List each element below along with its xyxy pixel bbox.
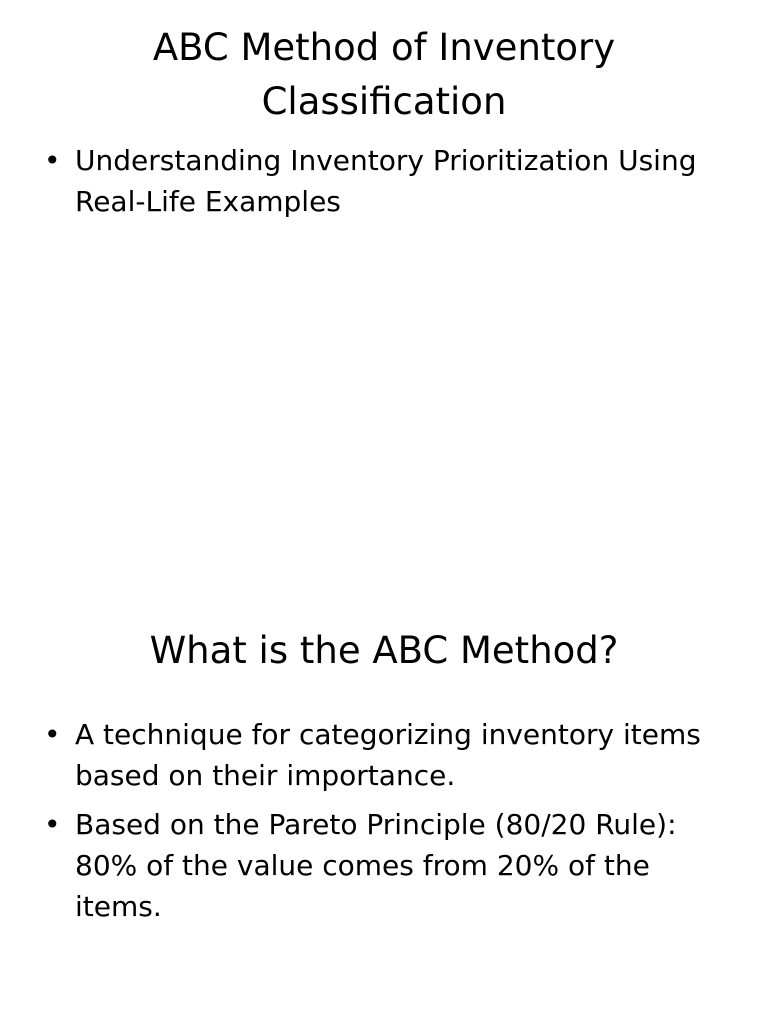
bullet-item <box>40 140 728 222</box>
bullet-list <box>40 714 728 935</box>
bullet-icon: • <box>44 718 61 751</box>
bullet-item <box>40 804 728 927</box>
slide-title: ABC Method of Inventory Classification <box>152 26 616 123</box>
bullet-icon: • <box>44 144 61 177</box>
bullet-item <box>40 714 728 796</box>
slide-title: What is the ABC Method? <box>149 629 619 672</box>
bullet-list <box>40 140 728 230</box>
bullet-text: Based on the Pareto Principle (80/20 Rule): 80% of the value comes from 20% of the items. <box>75 808 677 923</box>
bullet-text: A technique for categorizing inventory items based on their importance. <box>75 718 701 792</box>
slide-2 <box>0 576 768 1024</box>
bullet-icon: • <box>44 808 61 841</box>
bullet-text: Understanding Inventory Prioritization Using Real-Life Examples <box>75 144 697 218</box>
